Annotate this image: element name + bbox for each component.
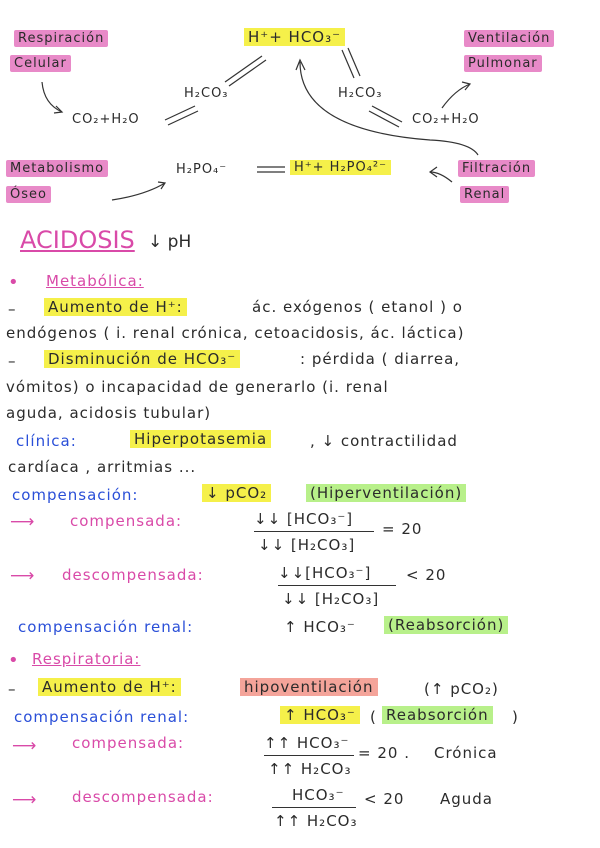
- equilibrium-left-high: [225, 56, 262, 82]
- met-line5: aguda, acidosis tubular): [6, 404, 212, 422]
- bullet-respiratoria: •: [8, 650, 19, 671]
- comp-label: compensación:: [12, 486, 139, 504]
- heading-metabolica: Metabólica:: [46, 272, 144, 290]
- node-metab-oseo-1: Metabolismo: [6, 160, 108, 177]
- resp-line1-salmon: hipoventilación: [240, 678, 378, 696]
- met-line3-mark: –: [8, 352, 16, 370]
- equilibrium-right-low: [372, 106, 402, 122]
- resp-frac2-den: ↑↑ H₂CO₃: [274, 812, 358, 830]
- arrow-center-filtration: [300, 62, 478, 155]
- resp-line1-mark: –: [8, 680, 16, 698]
- met-renal-val: ↑ HCO₃⁻: [284, 618, 356, 636]
- met-frac1-den: ↓↓ [H₂CO₃]: [258, 536, 356, 554]
- node-h2po4: H₂PO₄⁻: [176, 162, 228, 177]
- equilibrium-left-low: [165, 106, 195, 120]
- arrow-resp-compensada: ⟶: [12, 736, 37, 756]
- met-line1-rest: ác. exógenos ( etanol ) o: [252, 298, 463, 316]
- node-resp-celular-2: Celular: [10, 55, 71, 72]
- node-vent-pulmonar-2: Pulmonar: [464, 55, 542, 72]
- node-resp-celular-1: Respiración: [14, 30, 108, 47]
- ph-note: ↓ pH: [148, 232, 192, 252]
- met-line3-highlight: Disminución de HCO₃⁻: [44, 350, 240, 368]
- comp-green: (Hiperventilación): [306, 484, 466, 502]
- node-co2-right: CO₂+H₂O: [412, 112, 480, 127]
- met-line1-highlight: Aumento de H⁺:: [44, 298, 187, 316]
- resp-renal-open: (: [370, 708, 376, 726]
- node-metab-oseo-2: Óseo: [6, 186, 51, 203]
- met-frac2-bar: [278, 585, 396, 586]
- met-line3-rest: : pérdida ( diarrea,: [300, 350, 461, 368]
- resp-frac1-den: ↑↑ H₂CO₃: [268, 760, 352, 778]
- resp-line1-rest: (↑ pCO₂): [424, 680, 499, 698]
- node-vent-pulmonar-1: Ventilación: [464, 30, 554, 47]
- met-compensada: compensada:: [70, 512, 183, 530]
- resp-renal-label: compensación renal:: [14, 708, 190, 726]
- node-h2co3-right: H₂CO₃: [338, 86, 383, 101]
- resp-frac1-bar: [264, 755, 354, 756]
- resp-frac2-eq: < 20: [364, 790, 405, 808]
- resp-compensada: compensada:: [72, 734, 185, 752]
- arrow-filtration-to-hpo4: [430, 172, 452, 182]
- bullet-metabolica: •: [8, 272, 19, 293]
- met-frac1-eq: = 20: [382, 520, 423, 538]
- resp-frac2-num: HCO₃⁻: [292, 786, 345, 804]
- met-frac1-bar: [254, 531, 374, 532]
- resp-descompensada: descompensada:: [72, 788, 214, 806]
- resp-frac1-note: Crónica: [434, 744, 498, 762]
- clinica-rest: , ↓ contractilidad: [310, 432, 458, 450]
- resp-frac1-num: ↑↑ HCO₃⁻: [264, 734, 350, 752]
- node-h2co3-left: H₂CO₃: [184, 86, 229, 101]
- arrow-resp-to-co2: [42, 82, 62, 112]
- met-descompensada: descompensada:: [62, 566, 204, 584]
- arrow-metab-to-h2po4: [112, 183, 165, 200]
- arrow-descompensada: ⟶: [10, 566, 35, 586]
- resp-renal-val: ↑ HCO₃⁻: [280, 706, 360, 724]
- clinica-highlight: Hiperpotasemia: [130, 430, 271, 448]
- heading-respiratoria: Respiratoria:: [32, 650, 141, 668]
- node-co2-left: CO₂+H₂O: [72, 112, 140, 127]
- met-frac1-num: ↓↓ [HCO₃⁻]: [254, 510, 354, 528]
- node-center: H⁺+ HCO₃⁻: [244, 28, 345, 46]
- met-frac2-eq: < 20: [406, 566, 447, 584]
- met-line1-mark: –: [8, 300, 16, 318]
- met-renal-label: compensación renal:: [18, 618, 194, 636]
- met-line2: endógenos ( i. renal crónica, cetoacidosis, ác. láctica): [6, 324, 465, 342]
- arrow-resp-descompensada: ⟶: [12, 790, 37, 810]
- node-filtracion-2: Renal: [460, 186, 509, 203]
- met-line4: vómitos) o incapacidad de generarlo (i. renal: [6, 378, 389, 396]
- met-renal-green: (Reabsorción): [384, 616, 508, 634]
- equilibrium-right-high: [342, 50, 354, 78]
- met-frac2-num: ↓↓[HCO₃⁻]: [278, 564, 372, 582]
- resp-renal-close: ): [512, 708, 518, 726]
- met-frac2-den: ↓↓ [H₂CO₃]: [282, 590, 380, 608]
- resp-line1-highlight: Aumento de H⁺:: [38, 678, 181, 696]
- clinica-label: clínica:: [16, 432, 77, 450]
- node-filtracion-1: Filtración: [458, 160, 535, 177]
- clinica-line2: cardíaca , arritmias ...: [8, 458, 197, 476]
- resp-frac2-bar: [272, 807, 356, 808]
- resp-frac1-eq: = 20 .: [358, 744, 410, 762]
- page-title: ACIDOSIS: [20, 226, 135, 254]
- arrow-co2-to-vent: [442, 84, 470, 108]
- comp-highlight: ↓ pCO₂: [202, 484, 271, 502]
- node-h-hpo4: H⁺+ H₂PO₄²⁻: [290, 160, 391, 175]
- arrow-compensada: ⟶: [10, 512, 35, 532]
- resp-frac2-note: Aguda: [440, 790, 494, 808]
- resp-renal-green: Reabsorción: [382, 706, 493, 724]
